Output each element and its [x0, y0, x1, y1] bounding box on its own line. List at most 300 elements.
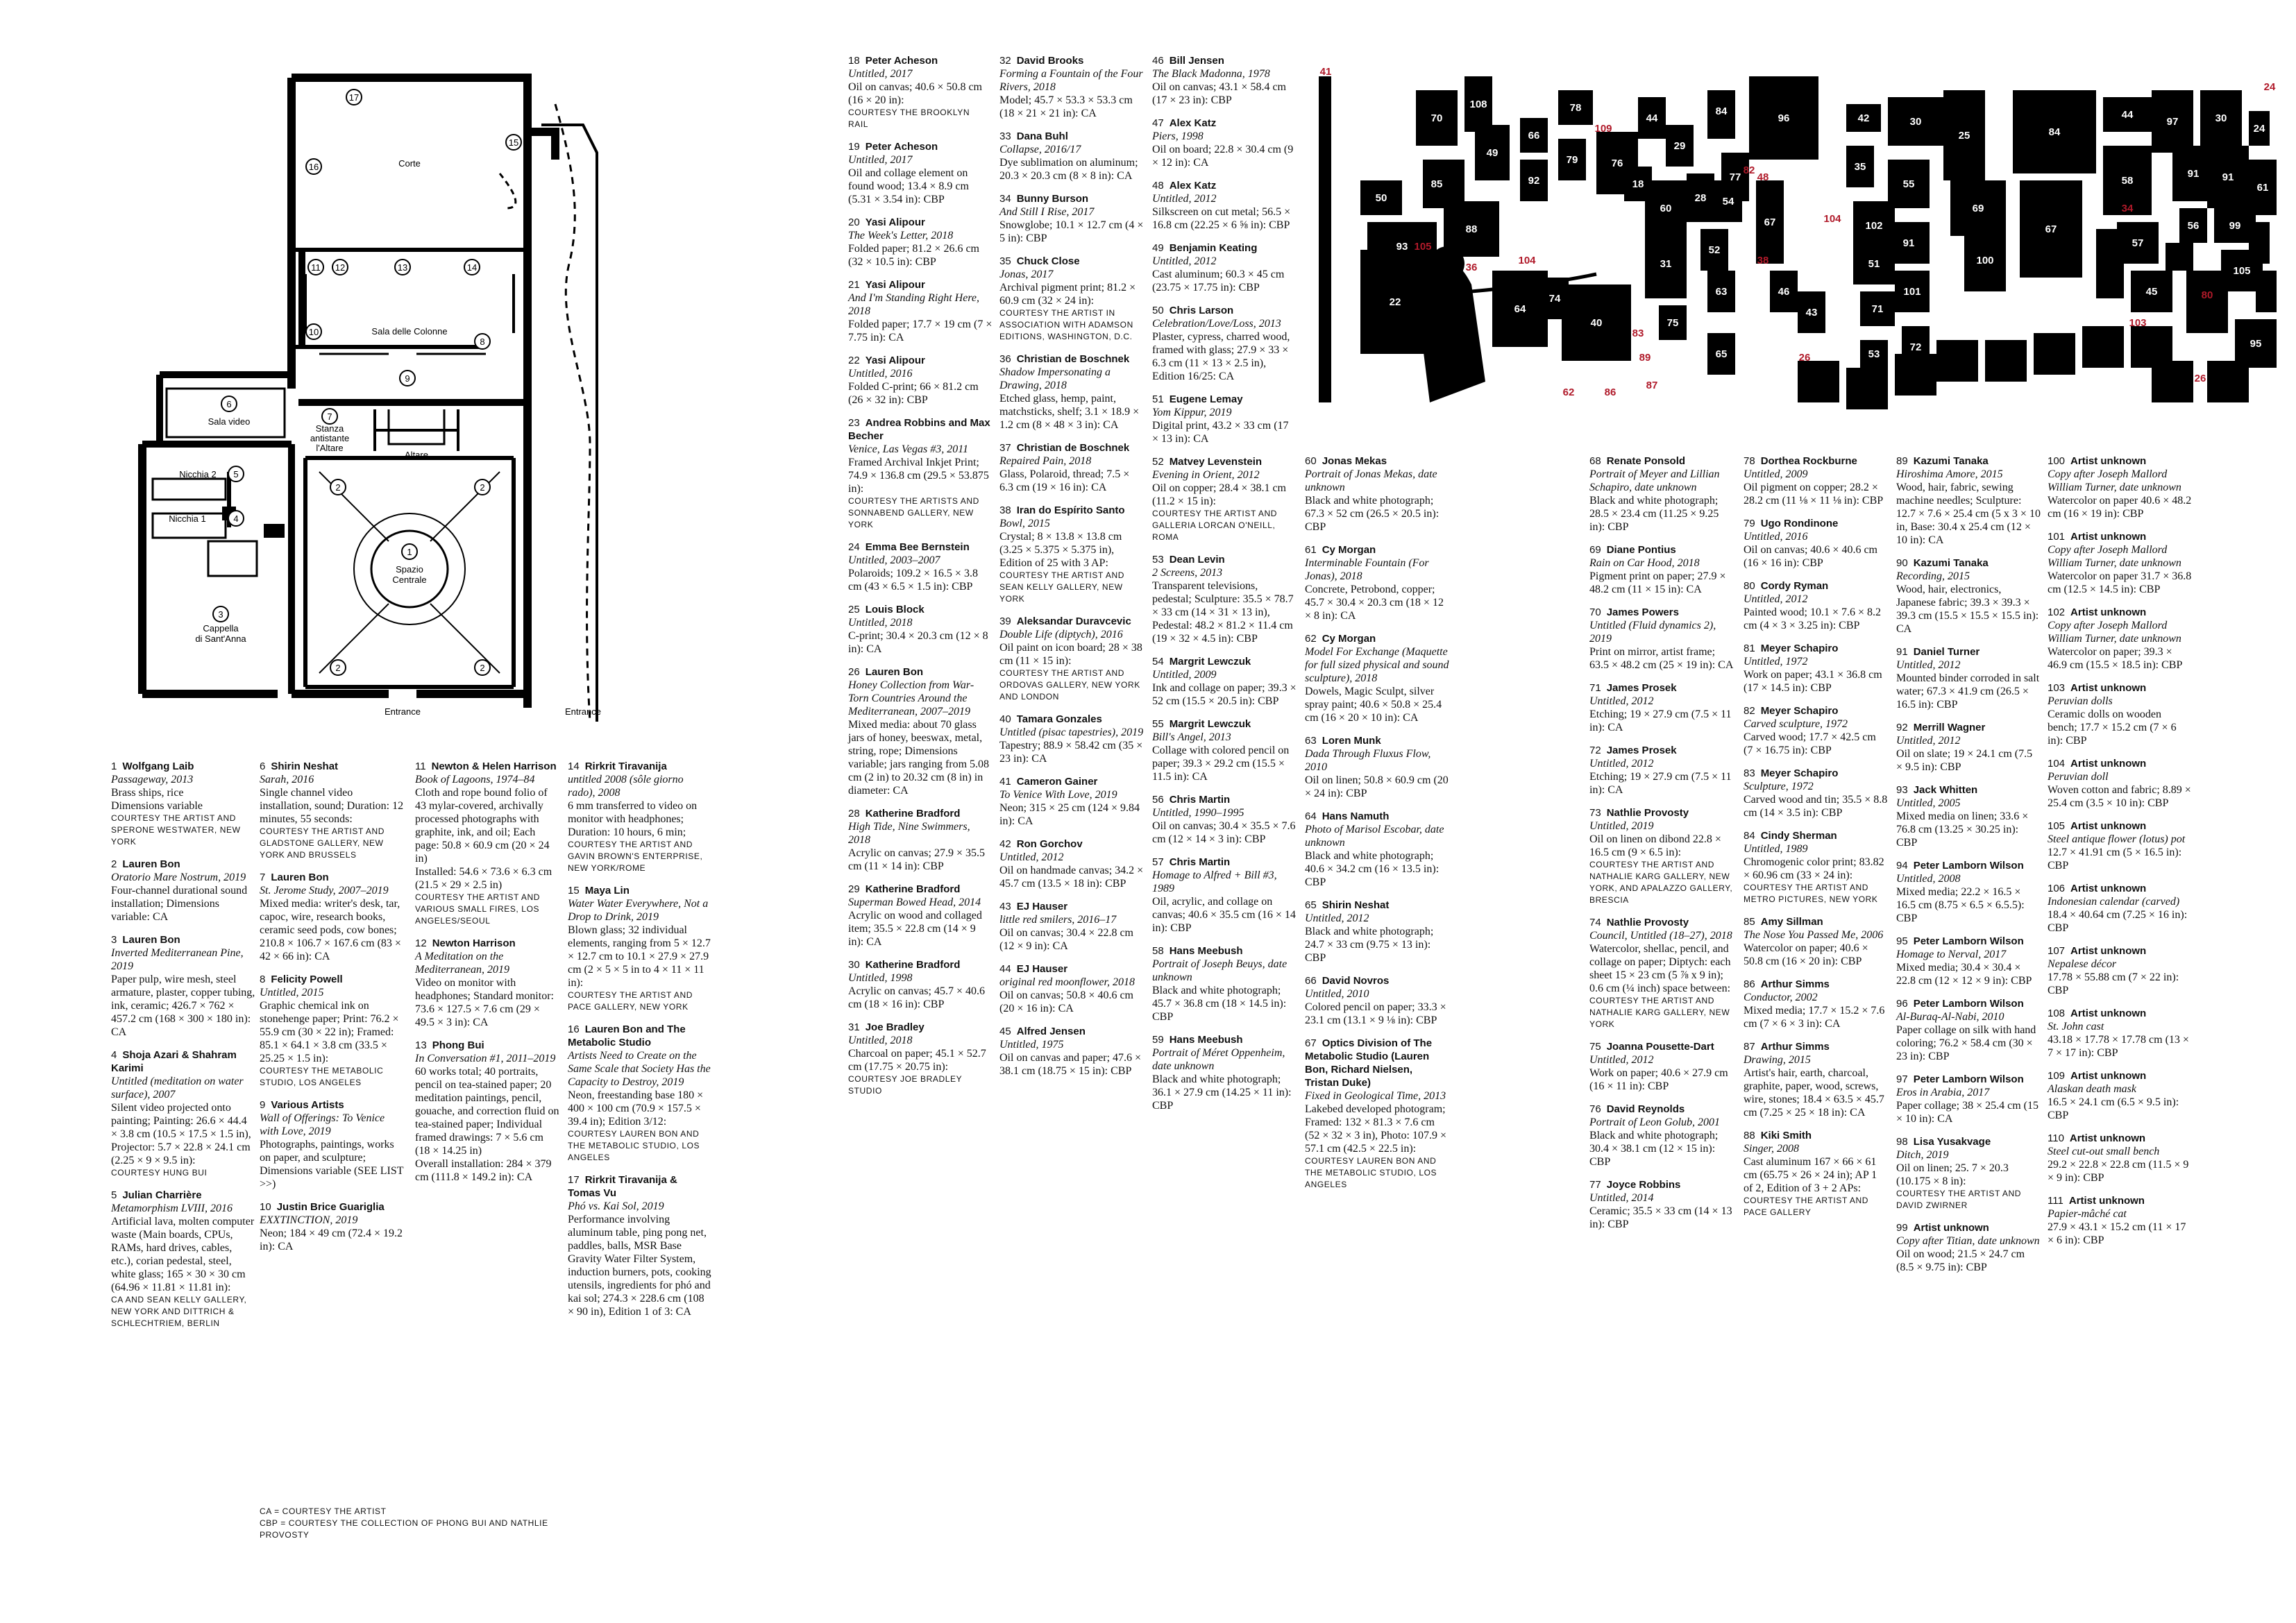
artist-name: Hans Meebush — [1169, 1034, 1243, 1046]
room-sala-video: Sala video — [208, 416, 251, 427]
column-8 — [1305, 454, 1449, 1200]
artwork-details: Oil on canvas and paper; 47.6 × 38.1 cm (18.75 × 15 in): CBP — [999, 1052, 1142, 1077]
artwork-details: Dowels, Magic Sculpt, silver spray paint; 40.6 × 50.8 × 25.4 cm (16 × 20 × 10 in): CA — [1305, 686, 1442, 724]
artwork-details: Concrete, Petrobond, copper; 45.7 × 30.4 × 20.3 cm (18 × 12 × 8 in): CA — [1305, 584, 1444, 622]
artist-name: Artist unknown — [2068, 1195, 2145, 1207]
artwork-title: Singer, 2008 — [1744, 1143, 1799, 1155]
artwork-details: Four-channel durational sound installation; Dimensions variable: CA — [111, 885, 248, 923]
svg-text:8: 8 — [480, 337, 485, 347]
artwork-title: Collapse, 2016/17 — [999, 144, 1081, 155]
column-5 — [848, 54, 993, 1107]
artwork-heading — [999, 775, 1144, 788]
svg-text:88: 88 — [1465, 223, 1478, 235]
artist-name: Newton Harrison — [432, 937, 516, 949]
artwork-details: Mixed media; 22.2 × 16.5 × 16.5 cm (8.75 × 6.5 × 6.5.5): CBP — [1896, 886, 2025, 924]
artwork-entry — [848, 278, 993, 344]
artwork-heading — [1744, 454, 1888, 468]
artwork-entry — [111, 933, 255, 1039]
artwork-title: Venice, Las Vegas #3, 2011 — [848, 443, 969, 455]
artwork-heading — [1589, 454, 1734, 468]
artwork-heading — [260, 871, 404, 884]
artwork-title: Portrait of Leon Golub, 2001 — [1589, 1116, 1721, 1128]
artist-name: Chris Martin — [1169, 856, 1231, 868]
artwork-credit: COURTESY JOE BRADLEY STUDIO — [848, 1074, 963, 1096]
artwork-entry — [1589, 806, 1734, 906]
artwork-entry — [999, 192, 1144, 245]
artist-name: Rirkrit Tiravanija — [584, 760, 667, 772]
artist-name: Louis Block — [865, 604, 925, 615]
artwork-heading — [848, 416, 993, 443]
svg-text:69: 69 — [1972, 203, 1984, 214]
artist-name: Alex Katz — [1169, 180, 1217, 192]
svg-text:58: 58 — [2121, 175, 2134, 187]
artwork-title: Untitled, 2010 — [1305, 988, 1369, 1000]
artwork-number: 89 — [1896, 455, 1908, 467]
artwork-heading — [1305, 974, 1449, 987]
artwork-credit: COURTESY THE ARTIST AND VARIOUS SMALL FIRES, LOS ANGELES/SEOUL — [415, 892, 541, 926]
artwork-details: Watercolor on paper; 39.3 × 46.9 cm (15.5 × 18.5 in): CBP — [2048, 646, 2183, 671]
artwork-title: Model For Exchange (Maquette for full sized physical and sound sculpture), 2018 — [1305, 646, 1449, 684]
artwork-entry — [2048, 1132, 2192, 1184]
column-6 — [999, 54, 1144, 1087]
svg-text:11: 11 — [311, 262, 321, 273]
svg-text:34: 34 — [2121, 203, 2134, 214]
artist-name: Artist unknown — [2070, 820, 2147, 832]
artwork-entry — [999, 130, 1144, 182]
artwork-heading — [1152, 241, 1297, 255]
gallery-wall-diagram — [1319, 62, 2277, 437]
artwork-number: 55 — [1152, 718, 1164, 730]
artwork-entry — [2048, 1007, 2192, 1060]
artist-name: Amy Sillman — [1760, 916, 1823, 928]
artwork-entry — [1152, 655, 1297, 708]
artist-name: Jonas Mekas — [1322, 455, 1387, 467]
svg-text:101: 101 — [1903, 286, 1921, 298]
svg-text:31: 31 — [1660, 258, 1672, 270]
artwork-details: Folded paper; 17.7 × 19 cm (7 × 7.75 in): CA — [848, 318, 993, 343]
artwork-number: 25 — [848, 604, 860, 615]
svg-text:24: 24 — [2263, 81, 2276, 93]
artwork-title: Untitled, 2017 — [848, 68, 913, 80]
artwork-entry — [999, 441, 1144, 494]
artwork-details: Work on paper; 40.6 × 27.9 cm (16 × 11 in): CBP — [1589, 1067, 1728, 1092]
artwork-details: Black and white photograph; 36.1 × 27.9 cm (14.25 × 11 in): CBP — [1152, 1073, 1292, 1112]
svg-text:84: 84 — [2048, 126, 2061, 138]
artwork-number: 94 — [1896, 860, 1908, 872]
artwork-details: Ceramic dolls on wooden bench; 17.7 × 15.2 cm (7 × 6 in): CBP — [2048, 708, 2177, 747]
svg-text:83: 83 — [1632, 328, 1644, 339]
svg-text:85: 85 — [1430, 178, 1443, 190]
artwork-title: Water Water Everywhere, Not a Drop to Drink, 2019 — [568, 898, 709, 923]
svg-text:100: 100 — [1976, 255, 1994, 266]
artwork-heading — [848, 883, 993, 896]
svg-text:102: 102 — [1865, 220, 1883, 232]
artwork-heading — [1744, 915, 1888, 928]
artwork-title: Passageway, 2013 — [111, 774, 194, 785]
artwork-title: Yom Kippur, 2019 — [1152, 407, 1232, 418]
room-cappella-2: di Sant'Anna — [195, 634, 246, 644]
artwork-title: Untitled, 2016 — [1744, 531, 1808, 543]
artwork-credit: COURTESY THE ARTIST AND METRO PICTURES, NEW YORK — [1744, 883, 1878, 904]
svg-text:26: 26 — [1798, 352, 1811, 364]
artwork-entry — [1152, 54, 1297, 107]
artwork-title: Carved sculpture, 1972 — [1744, 718, 1848, 730]
artwork-number: 80 — [1744, 580, 1755, 592]
artwork-entry — [848, 354, 993, 407]
svg-text:13: 13 — [397, 262, 408, 273]
artwork-number: 44 — [999, 963, 1011, 975]
artwork-title: Rain on Car Hood, 2018 — [1589, 557, 1700, 569]
svg-text:48: 48 — [1757, 171, 1769, 183]
artwork-title: little red smilers, 2016–17 — [999, 914, 1117, 926]
artwork-entry — [2048, 454, 2192, 520]
artwork-entry — [1305, 543, 1449, 622]
artwork-entry — [1152, 856, 1297, 935]
artist-name: James Powers — [1606, 606, 1679, 618]
artwork-heading — [1589, 606, 1734, 619]
artwork-details: Charcoal on paper; 45.1 × 52.7 cm (17.75 × 20.75 in): — [848, 1048, 986, 1073]
artwork-number: 60 — [1305, 455, 1317, 467]
artwork-number: 88 — [1744, 1130, 1755, 1141]
artwork-heading — [848, 541, 993, 554]
artwork-title: Ditch, 2019 — [1896, 1149, 1949, 1161]
svg-text:56: 56 — [2187, 220, 2200, 232]
artist-name: Christian de Boschnek — [1016, 353, 1130, 365]
artwork-number: 77 — [1589, 1179, 1601, 1191]
legend — [260, 1506, 551, 1541]
artist-name: Lauren Bon — [122, 858, 180, 870]
artwork-number: 107 — [2048, 945, 2066, 957]
artwork-number: 46 — [1152, 55, 1164, 67]
artwork-entry — [1589, 1040, 1734, 1093]
artwork-title: St. Jerome Study, 2007–2019 — [260, 885, 389, 897]
artwork-details: Chromogenic color print; 83.82 × 60.96 cm (33 × 24 in): — [1744, 856, 1884, 881]
artist-name: Katherine Bradford — [865, 883, 961, 895]
artwork-heading — [1896, 783, 2041, 797]
artwork-heading — [1896, 556, 2041, 570]
artwork-entry — [848, 665, 993, 797]
artwork-entry — [848, 216, 993, 269]
artist-name: Lauren Bon — [865, 666, 924, 678]
artwork-entry — [260, 1200, 404, 1253]
artwork-details: Mixed media: writer's desk, tar, capoc, wire, research books, ceramic seed pods, cow bones; 210.8 × 106.7 × 167.6 cm (83 × 42 × 66 in): CA — [260, 898, 401, 962]
artwork-details: Folded paper; 81.2 × 26.6 cm (32 × 10.5 in): CBP — [848, 243, 979, 268]
artwork-details: 18.4 × 40.64 cm (7.25 × 16 in): CBP — [2048, 909, 2188, 934]
artwork-details: Dye sublimation on aluminum; 20.3 × 20.3 cm (8 × 8 in): CA — [999, 157, 1138, 182]
artwork-entry — [1305, 1037, 1449, 1191]
artwork-details: Framed Archival Inkjet Print; 74.9 × 136.8 cm (29.5 × 53.875 in): — [848, 457, 989, 495]
artwork-title: In Conversation #1, 2011–2019 — [415, 1053, 556, 1064]
artist-name: Aleksandar Duravcevic — [1016, 615, 1131, 627]
artwork-heading — [1744, 829, 1888, 842]
artwork-details: Artist's hair, earth, charcoal, graphite, paper, wood, screws, wire, stones; 18.4 × 63.5 × 45.7 cm (7.25 × 25 × 18 in): CA — [1744, 1067, 1884, 1119]
artwork-number: 57 — [1152, 856, 1164, 868]
artist-name: Cameron Gainer — [1016, 776, 1098, 788]
artwork-heading — [568, 1173, 712, 1200]
artwork-number: 110 — [2048, 1132, 2064, 1144]
svg-text:44: 44 — [1646, 112, 1658, 124]
artwork-entry — [1589, 744, 1734, 797]
artwork-entry — [2048, 882, 2192, 935]
artwork-heading — [1152, 944, 1297, 958]
artwork-heading — [2048, 1007, 2192, 1020]
artwork-details: Oil on linen; 50.8 × 60.9 cm (20 × 24 in): CBP — [1305, 774, 1449, 799]
artwork-credit: COURTESY THE ARTISTS AND SONNABEND GALLERY, NEW YORK — [848, 496, 979, 529]
artwork-number: 74 — [1589, 917, 1601, 928]
artwork-details: Cloth and rope bound folio of 43 mylar-covered, archivally processed photographs with graphite, ink, and oil; Each page: 50.8 × 60.9 cm (20 × 24 in) Installed: 54.6 × 73.6 × 6.3 cm (21.5 × 29 × 2.5 in) — [415, 787, 552, 891]
artist-name: James Prosek — [1606, 745, 1677, 756]
artwork-entry — [260, 973, 404, 1089]
artwork-heading — [999, 1025, 1144, 1038]
svg-text:79: 79 — [1566, 154, 1578, 166]
artwork-title: Honey Collection from War-Torn Countries Around the Mediterranean, 2007–2019 — [848, 679, 974, 717]
artwork-entry — [260, 871, 404, 963]
artwork-details: Neon; 184 × 49 cm (72.4 × 19.2 in): CA — [260, 1227, 403, 1252]
artwork-number: 31 — [848, 1021, 860, 1033]
artwork-heading — [1744, 767, 1888, 780]
artwork-credit: COURTESY HUNG BUI — [111, 1168, 208, 1178]
artwork-title: Untitled, 2014 — [1589, 1192, 1654, 1204]
artwork-entry — [999, 504, 1144, 605]
artist-name: Artist unknown — [2070, 682, 2147, 694]
artwork-details: Oil, acrylic, and collage on canvas; 40.6 × 35.5 cm (16 × 14 in): CBP — [1152, 896, 1296, 934]
artist-name: Alex Katz — [1169, 117, 1217, 129]
artwork-credit: COURTESY THE ARTIST AND NATHALIE KARG GALLERY, NEW YORK, AND APALAZZO GALLERY, BRESCIA — [1589, 860, 1733, 905]
artwork-entry — [999, 713, 1144, 765]
artwork-details: Photographs, paintings, works on paper, and sculpture; Dimensions variable (SEE LIST >>) — [260, 1139, 404, 1190]
artwork-details: Mixed media: about 70 glass jars of honey, beeswax, metal, string, rope; Dimensions variable; jars ranging from 5.08 cm (2 in) to 20.32 cm (8 in) in diameter: CA — [848, 719, 990, 797]
artwork-credit: COURTESY THE ARTIST AND PACE GALLERY — [1744, 1196, 1869, 1217]
artwork-number: 2 — [111, 858, 117, 870]
artwork-title: Peruvian dolls — [2048, 695, 2113, 707]
artwork-title: Untitled (meditation on water surface), 2007 — [111, 1076, 244, 1101]
artwork-number: 28 — [848, 808, 860, 819]
artwork-details: Oil on linen; 25. 7 × 20.3 (10.175 × 8 in): — [1896, 1162, 2009, 1187]
artwork-title: Portrait of Méret Oppenheim, date unknown — [1152, 1047, 1285, 1072]
artist-name: Shoja Azari & Shahram Karimi — [111, 1049, 237, 1074]
artwork-details: Brass ships, rice Dimensions variable — [111, 787, 203, 812]
svg-text:74: 74 — [1548, 293, 1561, 305]
artist-name: Yasi Alipour — [865, 279, 925, 291]
artwork-entry — [1305, 974, 1449, 1027]
artwork-heading — [1589, 916, 1734, 929]
column-4 — [568, 760, 712, 1328]
artwork-title: Bowl, 2015 — [999, 518, 1050, 529]
artwork-details: Black and white photograph; 45.7 × 36.8 cm (18 × 14.5 in): CBP — [1152, 985, 1287, 1023]
artwork-entry — [1589, 454, 1734, 534]
artist-name: Cordy Ryman — [1760, 580, 1829, 592]
artwork-entry — [1152, 455, 1297, 543]
artwork-heading — [848, 54, 993, 67]
artwork-heading — [2048, 1069, 2192, 1082]
artwork-entry — [848, 1021, 993, 1097]
svg-text:105: 105 — [2233, 265, 2251, 277]
artwork-number: 71 — [1589, 682, 1601, 694]
artwork-title: Copy after Joseph Mallord William Turner, date unknown — [2048, 620, 2181, 645]
artwork-heading — [999, 130, 1144, 143]
artwork-title: Alaskan death mask — [2048, 1083, 2136, 1095]
artwork-details: Digital print, 43.2 × 33 cm (17 × 13 in): CA — [1152, 420, 1289, 445]
artist-name: Dana Buhl — [1016, 130, 1068, 142]
artist-name: Joanna Pousette-Dart — [1606, 1041, 1714, 1053]
artwork-number: 86 — [1744, 978, 1755, 990]
artwork-number: 5 — [111, 1189, 117, 1201]
artwork-heading — [260, 1098, 404, 1112]
artist-name: Chris Martin — [1169, 794, 1231, 806]
artwork-heading — [848, 958, 993, 971]
artwork-number: 34 — [999, 193, 1011, 205]
artist-name: Kazumi Tanaka — [1913, 455, 1989, 467]
artist-name: Merrill Wagner — [1913, 722, 1986, 733]
artist-name: Alfred Jensen — [1016, 1026, 1086, 1037]
svg-text:6: 6 — [226, 399, 232, 409]
artwork-entry — [1744, 579, 1888, 632]
artwork-details: Lakebed developed photogram; Framed: 132 × 81.3 × 7.6 cm (52 × 32 × 3 in), Photo: 107.9 × 57.1 cm (42.5 × 22.5 in): — [1305, 1103, 1446, 1155]
artwork-number: 20 — [848, 216, 860, 228]
svg-text:50: 50 — [1375, 192, 1387, 204]
room-altare: Altare — [405, 450, 428, 460]
artwork-heading — [1589, 1040, 1734, 1053]
artwork-heading — [260, 760, 404, 773]
artwork-entry — [1589, 681, 1734, 734]
artist-name: Chris Larson — [1169, 305, 1234, 316]
artist-name: Meyer Schapiro — [1760, 643, 1839, 654]
artist-name: Meyer Schapiro — [1760, 767, 1839, 779]
svg-text:108: 108 — [1469, 99, 1487, 110]
artwork-number: 111 — [2048, 1195, 2063, 1207]
artwork-heading — [111, 1048, 255, 1075]
artwork-details: Etching; 19 × 27.9 cm (7.5 × 11 in): CA — [1589, 771, 1732, 796]
artwork-number: 98 — [1896, 1136, 1908, 1148]
artwork-credit: COURTESY THE ARTIST AND DAVID ZWIRNER — [1896, 1189, 2022, 1210]
artwork-details: Glass, Polaroid, thread; 7.5 × 6.3 cm (19 × 16 in): CA — [999, 468, 1130, 493]
artwork-heading — [999, 962, 1144, 976]
artwork-details: Plaster, cypress, charred wood, framed with glass; 27.9 × 33 × 6.3 cm (11 × 13 × 2.5 in), Edition 16/25: CA — [1152, 331, 1290, 382]
artwork-number: 85 — [1744, 916, 1755, 928]
artwork-title: Untitled, 2012 — [1152, 193, 1217, 205]
artwork-heading — [2048, 606, 2192, 619]
artwork-title: Shadow Impersonating a Drawing, 2018 — [999, 366, 1111, 391]
artwork-title: High Tide, Nine Swimmers, 2018 — [848, 821, 970, 846]
artwork-heading — [1305, 899, 1449, 912]
artwork-details: Wood, hair, electronics, Japanese fabric; 39.3 × 39.3 × 39.3 cm (15.5 × 15.5 × 15.5 in): CA — [1896, 584, 2039, 635]
artwork-number: 23 — [848, 417, 860, 429]
artwork-number: 96 — [1896, 998, 1908, 1010]
artwork-details: Transparent televisions, pedestal; Sculpture: 35.5 × 78.7 × 33 cm (14 × 31 × 13 in), Pedestal: 48.2 × 81.2 × 11.4 cm (19 × 32 × 4.5 in): CBP — [1152, 580, 1294, 645]
artwork-entry — [568, 1173, 712, 1318]
artwork-heading — [1744, 978, 1888, 991]
svg-text:109: 109 — [1594, 123, 1612, 135]
artwork-heading — [848, 216, 993, 229]
artwork-details: Carved wood; 17.7 × 42.5 cm (7 × 16.75 in): CBP — [1744, 731, 1876, 756]
artist-name: David Novros — [1322, 975, 1390, 987]
artist-name: Loren Munk — [1322, 735, 1381, 747]
artwork-details: Performance involving aluminum table, ping pong net, paddles, balls, MSR Base Gravity Water Filter System, induction burners, pots, cooking utensils, ingredients for phó and kai sol; 274.3 × 228.6 cm (108 × 90 in), Edition 1 of 3: CA — [568, 1214, 711, 1318]
artwork-title: Steel cut-out small bench — [2048, 1146, 2160, 1157]
artwork-title: And I'm Standing Right Here, 2018 — [848, 292, 980, 317]
svg-text:2: 2 — [335, 482, 341, 493]
svg-text:65: 65 — [1715, 348, 1728, 360]
artwork-number: 68 — [1589, 455, 1601, 467]
artwork-details: Single channel video installation, sound; Duration: 12 minutes, 55 seconds: — [260, 787, 404, 825]
svg-text:104: 104 — [1823, 213, 1841, 225]
artwork-number: 26 — [848, 666, 860, 678]
artwork-heading — [1305, 454, 1449, 468]
svg-text:92: 92 — [1528, 175, 1540, 187]
artwork-heading — [848, 278, 993, 291]
artwork-heading — [111, 760, 255, 773]
artwork-title: Untitled, 2005 — [1896, 797, 1961, 809]
artist-name: Kiki Smith — [1760, 1130, 1812, 1141]
artwork-heading — [999, 255, 1144, 268]
artist-name: Artist unknown — [2070, 606, 2147, 618]
artwork-number: 4 — [111, 1049, 117, 1061]
artwork-details: 17.78 × 55.88 cm (7 × 22 in): CBP — [2048, 971, 2179, 996]
artwork-title: Untitled, 2012 — [1152, 255, 1217, 267]
room-corte: Corte — [398, 158, 421, 169]
artwork-title: Inverted Mediterranean Pine, 2019 — [111, 947, 244, 972]
column-2 — [260, 760, 404, 1263]
artwork-details: Graphic chemical ink on stonehenge paper; Print: 76.2 × 55.9 cm (30 × 22 in); Framed: 85.1 × 64.1 × 3.8 cm (33.5 × 25.25 × 1.5 in): — [260, 1000, 399, 1064]
artwork-details: Work on paper; 43.1 × 36.8 cm (17 × 14.5 in): CBP — [1744, 669, 1882, 694]
artwork-heading — [1152, 117, 1297, 130]
artwork-details: Ceramic; 35.5 × 33 cm (14 × 13 in): CBP — [1589, 1205, 1732, 1230]
artwork-entry — [1152, 117, 1297, 169]
artwork-details: Paper collage; 38 × 25.4 cm (15 × 10 in): CA — [1896, 1100, 2038, 1125]
artwork-details: 6 mm transferred to video on monitor with headphones; Duration: 10 hours, 6 min; — [568, 800, 698, 838]
artwork-title: Untitled, 1975 — [999, 1039, 1064, 1051]
artwork-heading — [1152, 54, 1297, 67]
artwork-details: C-print; 30.4 × 20.3 cm (12 × 8 in): CA — [848, 630, 988, 655]
artist-name: Optics Division of The Metabolic Studio (Lauren Bon, Richard Nielsen, Tristan Duke) — [1305, 1037, 1433, 1089]
artwork-number: 30 — [848, 959, 860, 971]
artwork-entry — [1152, 304, 1297, 383]
artwork-heading — [568, 884, 712, 897]
artwork-details: Folded C-print; 66 × 81.2 cm (26 × 32 in): CBP — [848, 381, 979, 406]
svg-text:43: 43 — [1805, 307, 1818, 318]
svg-text:2: 2 — [480, 482, 485, 493]
artwork-heading — [999, 504, 1144, 517]
artwork-heading — [2048, 681, 2192, 695]
artwork-number: 58 — [1152, 945, 1164, 957]
artwork-number: 93 — [1896, 784, 1908, 796]
artwork-entry — [1589, 1103, 1734, 1169]
artist-name: Margrit Lewczuk — [1169, 718, 1251, 730]
artwork-title: Wall of Offerings: To Venice with Love, 2019 — [260, 1112, 385, 1137]
artist-name: Nathlie Provosty — [1606, 807, 1689, 819]
artwork-details: Print on mirror, artist frame; 63.5 × 48.2 cm (25 × 19 in): CA — [1589, 646, 1734, 671]
artwork-entry — [415, 937, 559, 1029]
artist-name: Katherine Bradford — [865, 959, 961, 971]
artwork-heading — [848, 603, 993, 616]
artwork-entry — [260, 760, 404, 861]
artwork-heading — [2048, 882, 2192, 895]
artwork-title: Homage to Alfred + Bill #3, 1989 — [1152, 869, 1277, 894]
artwork-credit: COURTESY THE ARTIST AND PACE GALLERY, NEW YORK — [568, 990, 693, 1012]
artist-name: Margrit Lewczuk — [1169, 656, 1251, 668]
artist-name: Bill Jensen — [1169, 55, 1224, 67]
artwork-title: Untitled, 2012 — [1896, 735, 1961, 747]
room-nicchia2: Nicchia 2 — [179, 469, 217, 479]
svg-text:14: 14 — [466, 262, 478, 273]
svg-text:57: 57 — [2132, 237, 2144, 249]
svg-text:89: 89 — [1639, 352, 1651, 364]
artist-name: Kazumi Tanaka — [1913, 557, 1989, 569]
artwork-title: Interminable Fountain (For Jonas), 2018 — [1305, 557, 1429, 582]
artwork-title: Untitled, 2008 — [1896, 873, 1961, 885]
artwork-title: Untitled, 1998 — [848, 972, 913, 984]
svg-text:42: 42 — [1857, 112, 1870, 124]
